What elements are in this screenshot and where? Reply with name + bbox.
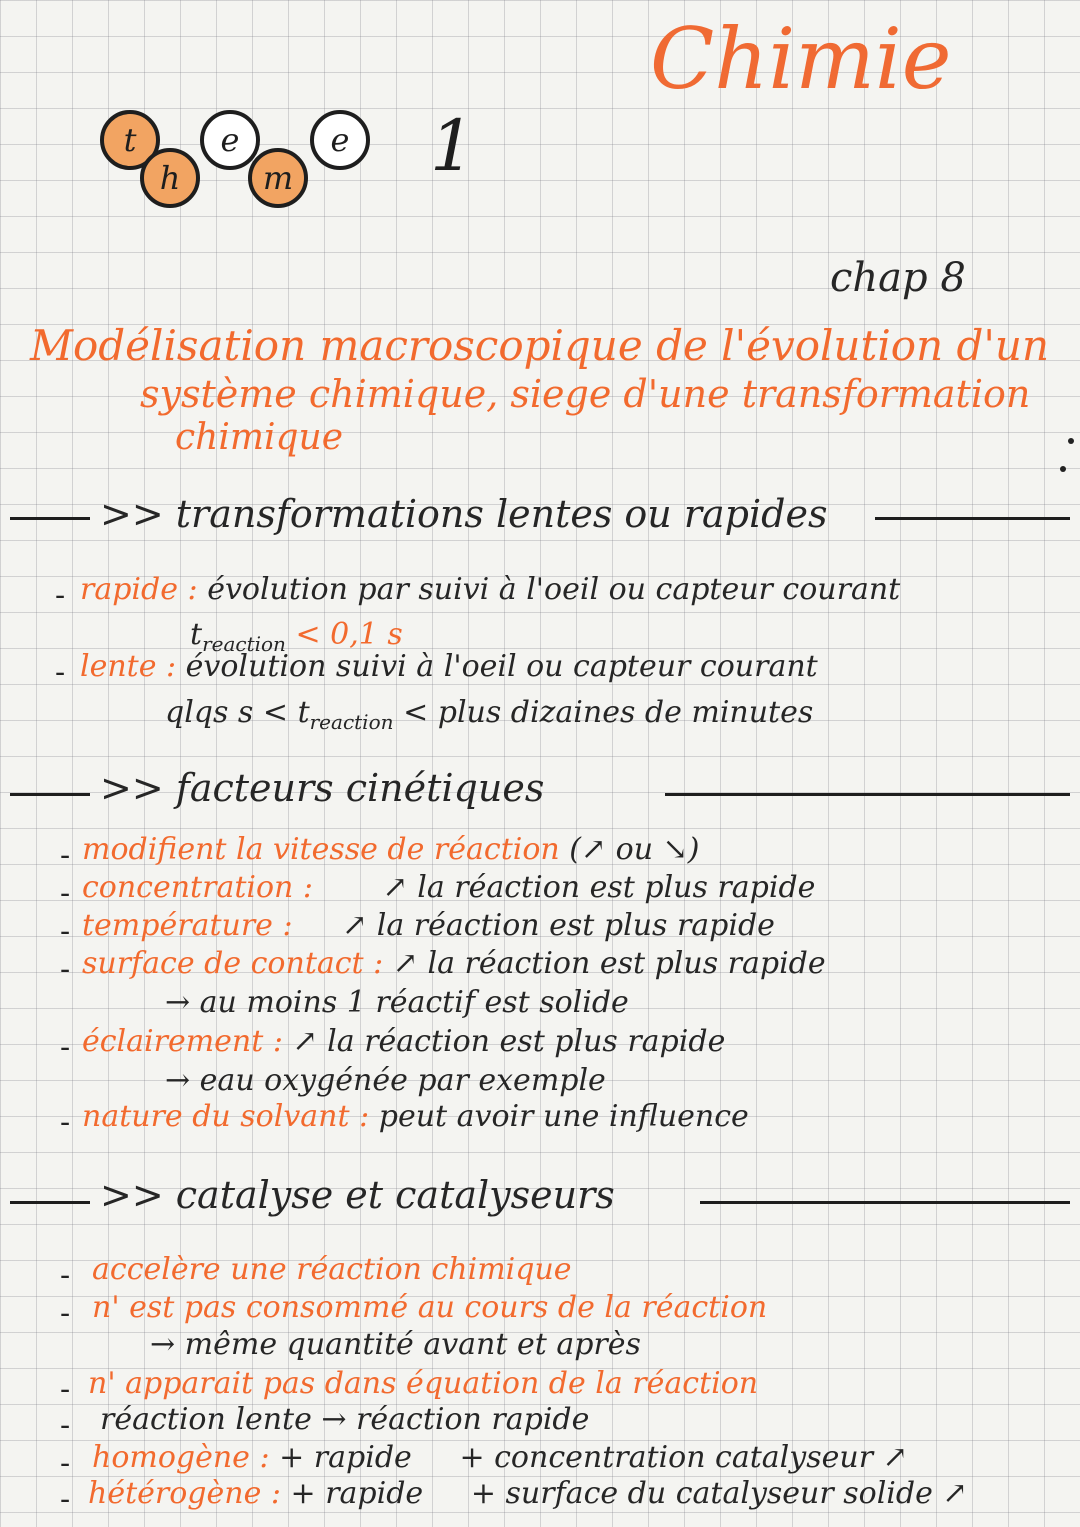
solvent-label: nature du solvant : [82, 1099, 370, 1134]
catalysis-line-2-sub: → même quantité avant et après [150, 1327, 641, 1362]
bullet-dash: - [60, 1408, 71, 1443]
bullet-dash: - [60, 952, 71, 987]
chapter-title-line1: Modélisation macroscopique de l'évolution d'un [30, 321, 1050, 370]
homogeneous-text: + rapide + concentration catalyseur ↗ [279, 1440, 908, 1475]
surface-sub: → au moins 1 réactif est solide [165, 985, 629, 1020]
catalysis-line-3: n' apparait pas dans équation de la réaction [88, 1366, 759, 1401]
lighting-label: éclairement : [82, 1024, 283, 1059]
theme-number: 1 [430, 105, 475, 187]
section-rule-right [700, 1201, 1070, 1204]
concentration-line [82, 870, 816, 905]
lente-text: évolution suivi à l'oeil ou capteur courant [185, 649, 818, 684]
kinetic-intro-b: (↗ ou ↘) [569, 832, 700, 867]
homogeneous-label: homogène : [92, 1440, 270, 1475]
homogeneous-line [92, 1440, 908, 1475]
heterogeneous-text: + rapide + surface du catalyseur solide ↗ [290, 1476, 968, 1511]
bullet-dash: - [60, 1446, 71, 1481]
rapide-text: évolution par suivi à l'oeil ou capteur courant [207, 572, 901, 607]
margin-dot [1068, 438, 1074, 444]
section-heading-speed: >> transformations lentes ou rapides [100, 492, 828, 536]
solvent-line [82, 1099, 749, 1134]
bullet-dash: - [60, 1105, 71, 1140]
kinetic-intro-a: modifient la vitesse de réaction [82, 832, 560, 867]
temperature-line [82, 908, 775, 943]
rapide-sub-index: reaction [202, 632, 286, 656]
bullet-dash: - [60, 1258, 71, 1293]
theme-letter-h: h [140, 148, 200, 208]
chapter-title-line2: système chimique, siege d'une transformation [140, 372, 1031, 416]
lente-label: lente : [80, 649, 177, 684]
lighting-sub: → eau oxygénée par exemple [165, 1063, 606, 1098]
heterogeneous-label: hétérogène : [88, 1476, 281, 1511]
catalysis-line-4: réaction lente → réaction rapide [100, 1402, 590, 1437]
kinetic-intro [82, 832, 700, 867]
bullet-dash: - [60, 838, 71, 873]
lighting-line [82, 1024, 726, 1059]
bullet-dash: - [60, 914, 71, 949]
theme-letter-e2: e [310, 110, 370, 170]
section-rule-right [665, 793, 1070, 796]
concentration-label: concentration : [82, 870, 314, 905]
subject-title: Chimie [650, 10, 952, 108]
temperature-text: ↗ la réaction est plus rapide [342, 908, 775, 943]
lente-line [80, 649, 818, 684]
rapide-label: rapide : [80, 572, 198, 607]
catalysis-line-1: accelère une réaction chimique [92, 1252, 572, 1287]
temperature-label: température : [82, 908, 293, 943]
bullet-dash: - [55, 655, 66, 690]
theme-letter-t: t [100, 110, 160, 170]
rapide-sub-t: t [190, 617, 203, 652]
lente-sub-a: qlqs s < [165, 695, 289, 730]
section-rule-left [10, 1201, 90, 1204]
bullet-dash: - [60, 1296, 71, 1331]
section-rule-left [10, 517, 90, 520]
lighting-text: ↗ la réaction est plus rapide [292, 1024, 726, 1059]
bullet-dash: - [60, 1482, 71, 1517]
lente-sub-line [165, 695, 814, 734]
concentration-text: ↗ la réaction est plus rapide [382, 870, 816, 905]
lente-sub-b: < plus dizaines de minutes [403, 695, 814, 730]
rapide-line [80, 572, 901, 607]
lente-sub-index: reaction [309, 710, 394, 734]
theme-letter-m: m [248, 148, 308, 208]
bullet-dash: - [60, 876, 71, 911]
section-rule-right [875, 517, 1070, 520]
chapter-label: chap 8 [830, 255, 966, 301]
surface-line [82, 946, 826, 981]
margin-dot [1060, 466, 1066, 472]
bullet-dash: - [60, 1372, 71, 1407]
surface-label: surface de contact : [82, 946, 384, 981]
bullet-dash: - [60, 1030, 71, 1065]
chapter-title-line3: chimique [175, 417, 344, 458]
theme-letter-e1: e [200, 110, 260, 170]
theme-bubbles [100, 100, 400, 220]
catalysis-line-2: n' est pas consommé au cours de la réaction [92, 1290, 768, 1325]
bullet-dash: - [55, 578, 66, 613]
rapide-sub-text: < 0,1 s [295, 617, 403, 652]
surface-text: ↗ la réaction est plus rapide [392, 946, 826, 981]
lente-sub-t: t [297, 695, 310, 730]
solvent-text: peut avoir une influence [378, 1099, 749, 1134]
section-heading-kinetic: >> facteurs cinétiques [100, 766, 545, 810]
heterogeneous-line [88, 1476, 968, 1511]
section-rule-left [10, 793, 90, 796]
section-heading-catalysis: >> catalyse et catalyseurs [100, 1173, 615, 1217]
